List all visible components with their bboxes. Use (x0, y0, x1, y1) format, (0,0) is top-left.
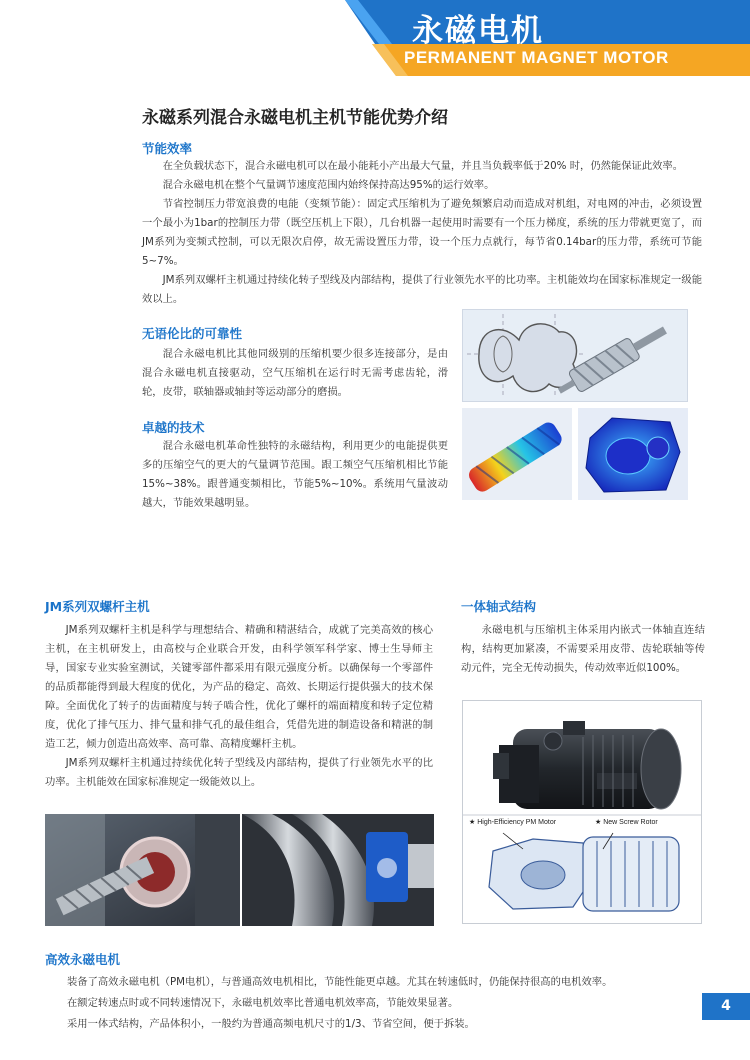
caption-pm-motor: ★ High-Efficiency PM Motor (469, 819, 557, 826)
fea-drawing (462, 408, 688, 500)
rotor-profile-image (462, 309, 688, 402)
fea-analysis-image (462, 408, 688, 500)
paragraph: 节省控制压力带宽浪费的电能（变频节能）：固定式压缩机为了避免频繁启动而造成对机组，对电网的冲击，必须设置一个最小为1bar的控制压力带（既空压机上下限），几台机器一起使用时需要有一个压力梯度，系统的压力带就更宽了，而JM系列为变频式控制，可以无限次启停，故无需设置压力带，设一个压力点就行，每节省0.14bar的压力带，系统可节能5~7%。 (142, 198, 702, 267)
motor-product-image (462, 700, 702, 924)
page-title: 永磁系列混合永磁电机主机节能优势介绍 (142, 108, 448, 128)
header-banner (0, 0, 750, 78)
banner-title: 永磁电机 (412, 13, 544, 49)
text-line: 装备了高效永磁电机（PM电机），与普通高效电机相比，节能性能更卓越。尤其在转速低时，仍能保持很高的电机效率。 (67, 976, 613, 988)
screw-rotor-photo (242, 814, 434, 926)
page-number: 4 (702, 993, 750, 1020)
paragraph: 混合永磁电机在整个气量调节速度范围内始终保持高达95%的运行效率。 (162, 179, 495, 191)
machining-drawing (45, 814, 240, 926)
section-body-pm-motor (67, 972, 707, 1035)
paragraph: JM系列双螺杆主机通过持续优化转子型线及内部结构，提供了行业领先水平的比功率。主机能效在国家标准规定一级能效以上。 (45, 757, 433, 788)
section-body-shaft (461, 621, 705, 678)
paragraph: 混合永磁电机比其他同级别的压缩机要少很多连接部分，是由混合永磁电机直接驱动，空气压缩机在运行时无需考虑齿轮，滑轮，皮带，联轴器或轴封等运动部分的磨损。 (142, 348, 448, 398)
paragraph: 混合永磁电机革命性独特的永磁结构，利用更少的电能提供更多的压缩空气的更大的气量调节范围。跟工频空气压缩机相比节能15%~38%。跟普通变频相比，节能5%~10%。系统用气量波动越大，节能效果越明显。 (142, 440, 448, 509)
paragraph: 永磁电机与压缩机主体采用内嵌式一体轴直连结构，结构更加紧凑，不需要采用皮带、齿轮联轴等传动元件，完全无传动损失，传动效率近似100%。 (461, 624, 705, 674)
machining-photo (45, 814, 240, 926)
section-heading-technology: 卓越的技术 (142, 420, 205, 435)
section-heading-energy: 节能效率 (142, 141, 193, 156)
caption-screw-rotor: ★ New Screw Rotor (595, 819, 658, 826)
section-heading-reliability: 无语伦比的可靠性 (142, 326, 243, 341)
text-line: 在额定转速点时或不同转速情况下，永磁电机效率比普通电机效率高，节能效果显著。 (67, 997, 459, 1009)
section-body-reliability (142, 345, 448, 402)
paragraph: 在全负载状态下，混合永磁电机可以在最小能耗小产出最大气量，并且当负载率低于20% 时，仍然能保证此效率。 (162, 160, 684, 172)
screw-rotor-drawing (242, 814, 434, 926)
section-body-technology (142, 437, 448, 513)
section-heading-jm-series: JM系列双螺杆主机 (45, 599, 150, 614)
section-heading-pm-motor: 高效永磁电机 (45, 952, 121, 967)
section-heading-shaft: 一体轴式结构 (461, 599, 537, 614)
section-body-jm-series (45, 621, 433, 792)
banner-subtitle: PERMANENT MAGNET MOTOR (404, 48, 669, 67)
section-body-energy (142, 157, 702, 309)
paragraph: JM系列双螺杆主机是科学与理想结合、精确和精湛结合，成就了完美高效的核心主机，在主机研发上，由高校与企业联合开发，由科学领军科学家、博士生导师主导，国家专业实验室测试，关键零部件都采用有限元强度分析。以确保每一个零部件的品质都能得到最大程度的优化，为产品的稳定、高效、长期运行提供强大的技术保障。全面优化了转子的齿面精度与转子啮合性，优化了螺杆的端面精度和转子定位精度，优化了排气压力、排气量和排气孔的最佳组合，凭借先进的制造设备和精湛的制造工艺，倾力创造出高效率、高可靠、高精度螺杆主机。 (45, 624, 433, 750)
motor-drawing (463, 701, 702, 924)
paragraph: JM系列双螺杆主机通过持续化转子型线及内部结构，提供了行业领先水平的比功率。主机能效均在国家标准规定一级能效以上。 (142, 274, 702, 305)
text-line: 采用一体式结构，产品体积小，一般约为普通高频电机尺寸的1/3、节省空间，便于拆装。 (67, 1018, 475, 1030)
rotor-profile-drawing (463, 310, 688, 402)
